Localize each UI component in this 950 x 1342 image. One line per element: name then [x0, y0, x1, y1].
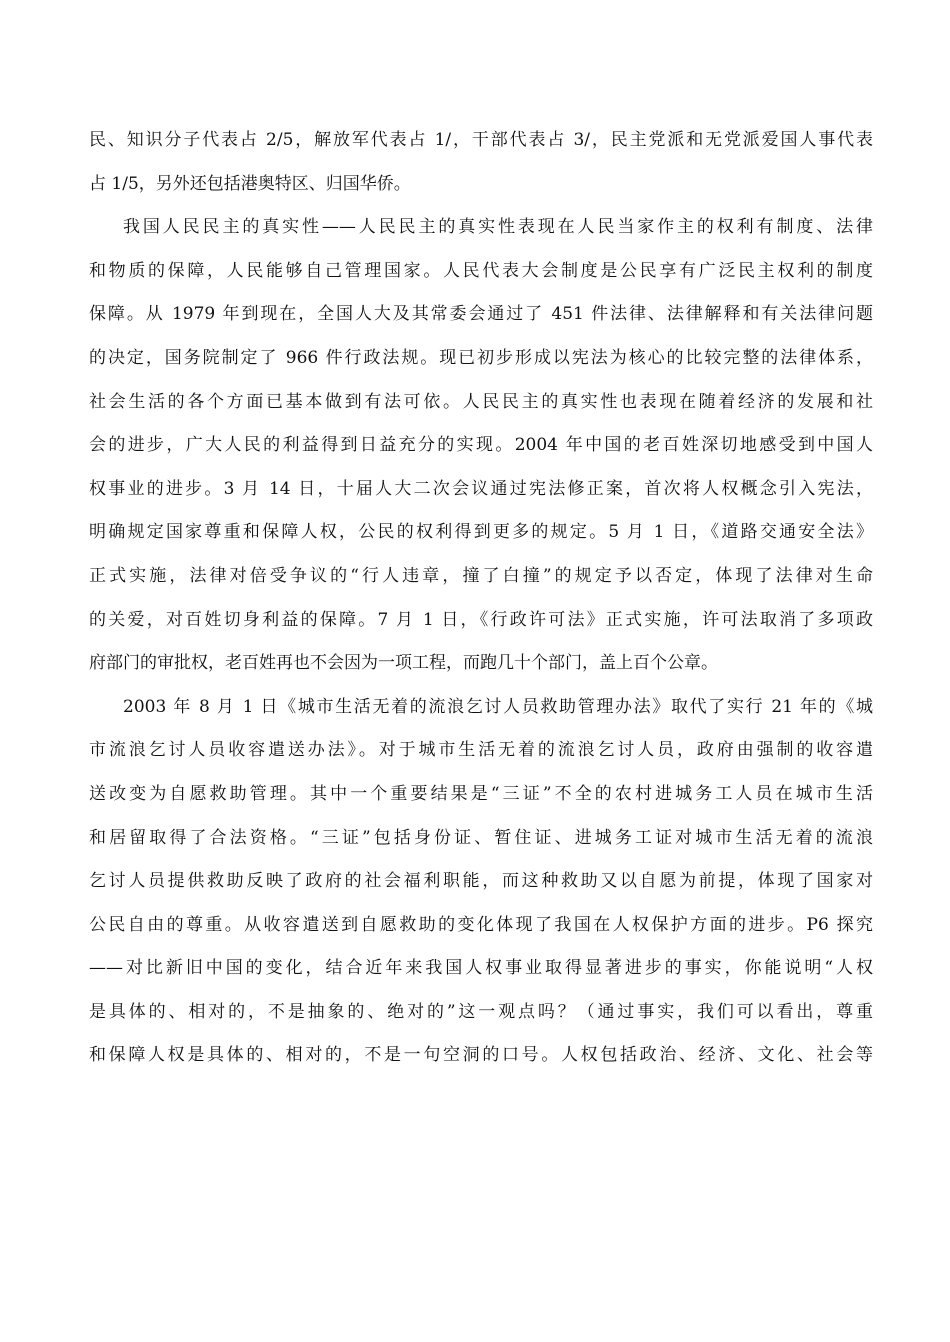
- paragraph-first-line: 我国人民民主的真实性——人民民主的真实性表现在人民当家作主的权利有制度、法律: [123, 217, 873, 238]
- document-body: [89, 119, 873, 1078]
- text-line: 和居留取得了合法资格。“三证”包括身份证、暂住证、进城务工证对城市生活无着的流浪: [89, 827, 873, 848]
- text-line: 的关爱，对百姓切身利益的保障。7 月 1 日，《行政许可法》正式实施，许可法取消了多项政: [89, 609, 873, 630]
- text-line: 保障。从 1979 年到现在，全国人大及其常委会通过了 451 件法律、法律解释和有关法律问题: [89, 304, 873, 325]
- text-line: 公民自由的尊重。从收容遣送到自愿救助的变化体现了我国在人权保护方面的进步。P6 探究: [89, 914, 873, 935]
- text-line: ——对比新旧中国的变化，结合近年来我国人权事业取得显著进步的事实，你能说明“人权: [89, 958, 873, 979]
- text-line: 市流浪乞讨人员收容遣送办法》。对于城市生活无着的流浪乞讨人员，政府由强制的收容遣: [89, 740, 873, 761]
- paragraph-first-line: 2003 年 8 月 1 日《城市生活无着的流浪乞讨人员救助管理办法》取代了实行 21 年的《城: [123, 696, 873, 717]
- text-line: 是具体的、相对的，不是抽象的、绝对的”这一观点吗？（通过事实，我们可以看出，尊重: [89, 1001, 873, 1022]
- text-line: 和保障人权是具体的、相对的，不是一句空洞的口号。人权包括政治、经济、文化、社会等: [89, 1045, 873, 1066]
- text-line: 占 1/5，另外还包括港奥特区、归国华侨。: [89, 173, 411, 194]
- text-line: 乞讨人员提供救助反映了政府的社会福利职能，而这种救助又以自愿为前提，体现了国家对: [89, 871, 873, 892]
- text-line: 和物质的保障，人民能够自己管理国家。人民代表大会制度是公民享有广泛民主权利的制度: [89, 260, 873, 281]
- text-line: 权事业的进步。3 月 14 日，十届人大二次会议通过宪法修正案，首次将人权概念引入宪法，: [89, 478, 873, 499]
- text-line: 正式实施，法律对倍受争议的“行人违章，撞了白撞”的规定予以否定，体现了法律对生命: [89, 565, 873, 586]
- text-line: 社会生活的各个方面已基本做到有法可依。人民民主的真实性也表现在随着经济的发展和社: [89, 391, 873, 412]
- text-line: 民、知识分子代表占 2/5，解放军代表占 1/，干部代表占 3/，民主党派和无党派爱国人事代表: [89, 130, 873, 150]
- text-line: 会的进步，广大人民的利益得到日益充分的实现。2004 年中国的老百姓深切地感受到中国人: [89, 435, 873, 456]
- text-line: 送改变为自愿救助管理。其中一个重要结果是“三证”不全的农村进城务工人员在城市生活: [89, 783, 873, 804]
- text-line: 府部门的审批权，老百姓再也不会因为一项工程，而跑几十个部门，盖上百个公章。: [89, 653, 718, 674]
- text-line: 明确规定国家尊重和保障人权，公民的权利得到更多的规定。5 月 1 日，《道路交通安全法》: [89, 522, 873, 543]
- text-line: 的决定，国务院制定了 966 件行政法规。现已初步形成以宪法为核心的比较完整的法律体系，: [89, 347, 873, 368]
